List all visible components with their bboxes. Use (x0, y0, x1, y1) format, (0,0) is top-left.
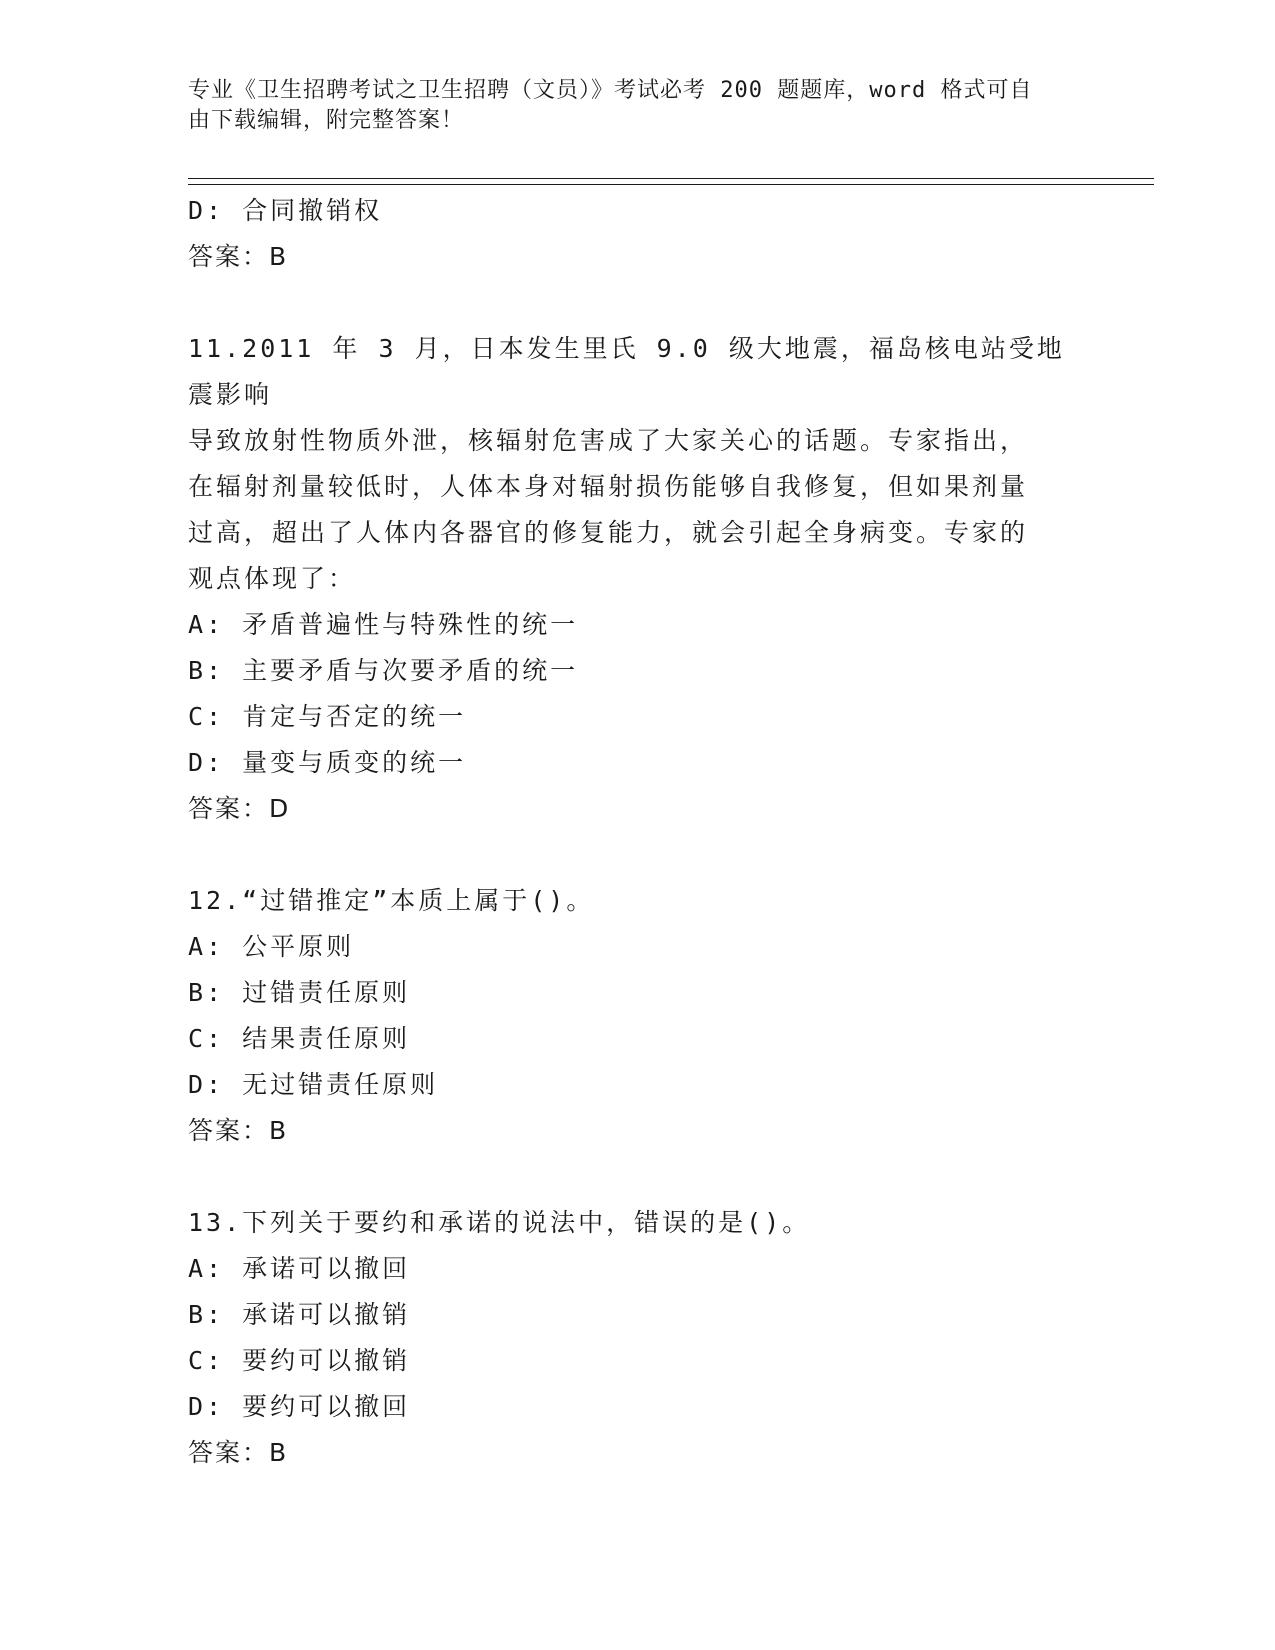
question-stem-line: 导致放射性物质外泄，核辐射危害成了大家关心的话题。专家指出， (188, 426, 1029, 455)
answer-line: 答案：D (188, 794, 291, 823)
option-d: D: 合同撤销权 (188, 196, 383, 225)
question-stem-line: 11.2011 年 3 月，日本发生里氏 9.0 级大地震，福岛核电站受地震影响 (188, 334, 1065, 409)
question-stem: 12.“过错推定”本质上属于()。 (188, 886, 595, 915)
option-c: C: 肯定与否定的统一 (188, 702, 467, 731)
question-stem-line: 过高，超出了人体内各器官的修复能力，就会引起全身病变。专家的 (188, 518, 1029, 547)
option-a: A: 矛盾普遍性与特殊性的统一 (188, 610, 579, 639)
question-12 (188, 878, 1088, 1154)
document-header (188, 76, 1068, 136)
option-c: C: 结果责任原则 (188, 1024, 411, 1053)
question-list (188, 188, 1088, 1476)
question-11 (188, 326, 1088, 832)
question-stem-line: 在辐射剂量较低时，人体本身对辐射损伤能够自我修复，但如果剂量 (188, 472, 1029, 501)
header-divider (188, 178, 1154, 185)
option-b: B: 过错责任原则 (188, 978, 411, 1007)
spacer (188, 280, 1088, 326)
answer-line: 答案：B (188, 242, 289, 271)
question-stem-line: 观点体现了： (188, 564, 357, 593)
header-line-2: 由下载编辑，附完整答案！ (188, 108, 465, 133)
option-b: B: 主要矛盾与次要矛盾的统一 (188, 656, 579, 685)
option-d: D: 量变与质变的统一 (188, 748, 467, 777)
question-stem: 13.下列关于要约和承诺的说法中，错误的是()。 (188, 1208, 811, 1237)
option-d: D: 要约可以撤回 (188, 1392, 411, 1421)
spacer (188, 832, 1088, 878)
option-d: D: 无过错责任原则 (188, 1070, 439, 1099)
option-b: B: 承诺可以撤销 (188, 1300, 411, 1329)
option-a: A: 承诺可以撤回 (188, 1254, 411, 1283)
answer-line: 答案：B (188, 1116, 289, 1145)
header-line-1: 专业《卫生招聘考试之卫生招聘（文员）》考试必考 200 题题库，word 格式可自 (188, 78, 1033, 103)
previous-question-tail (188, 188, 1088, 280)
option-a: A: 公平原则 (188, 932, 355, 961)
spacer (188, 1154, 1088, 1200)
option-c: C: 要约可以撤销 (188, 1346, 411, 1375)
answer-line: 答案：B (188, 1438, 289, 1467)
question-13 (188, 1200, 1088, 1476)
